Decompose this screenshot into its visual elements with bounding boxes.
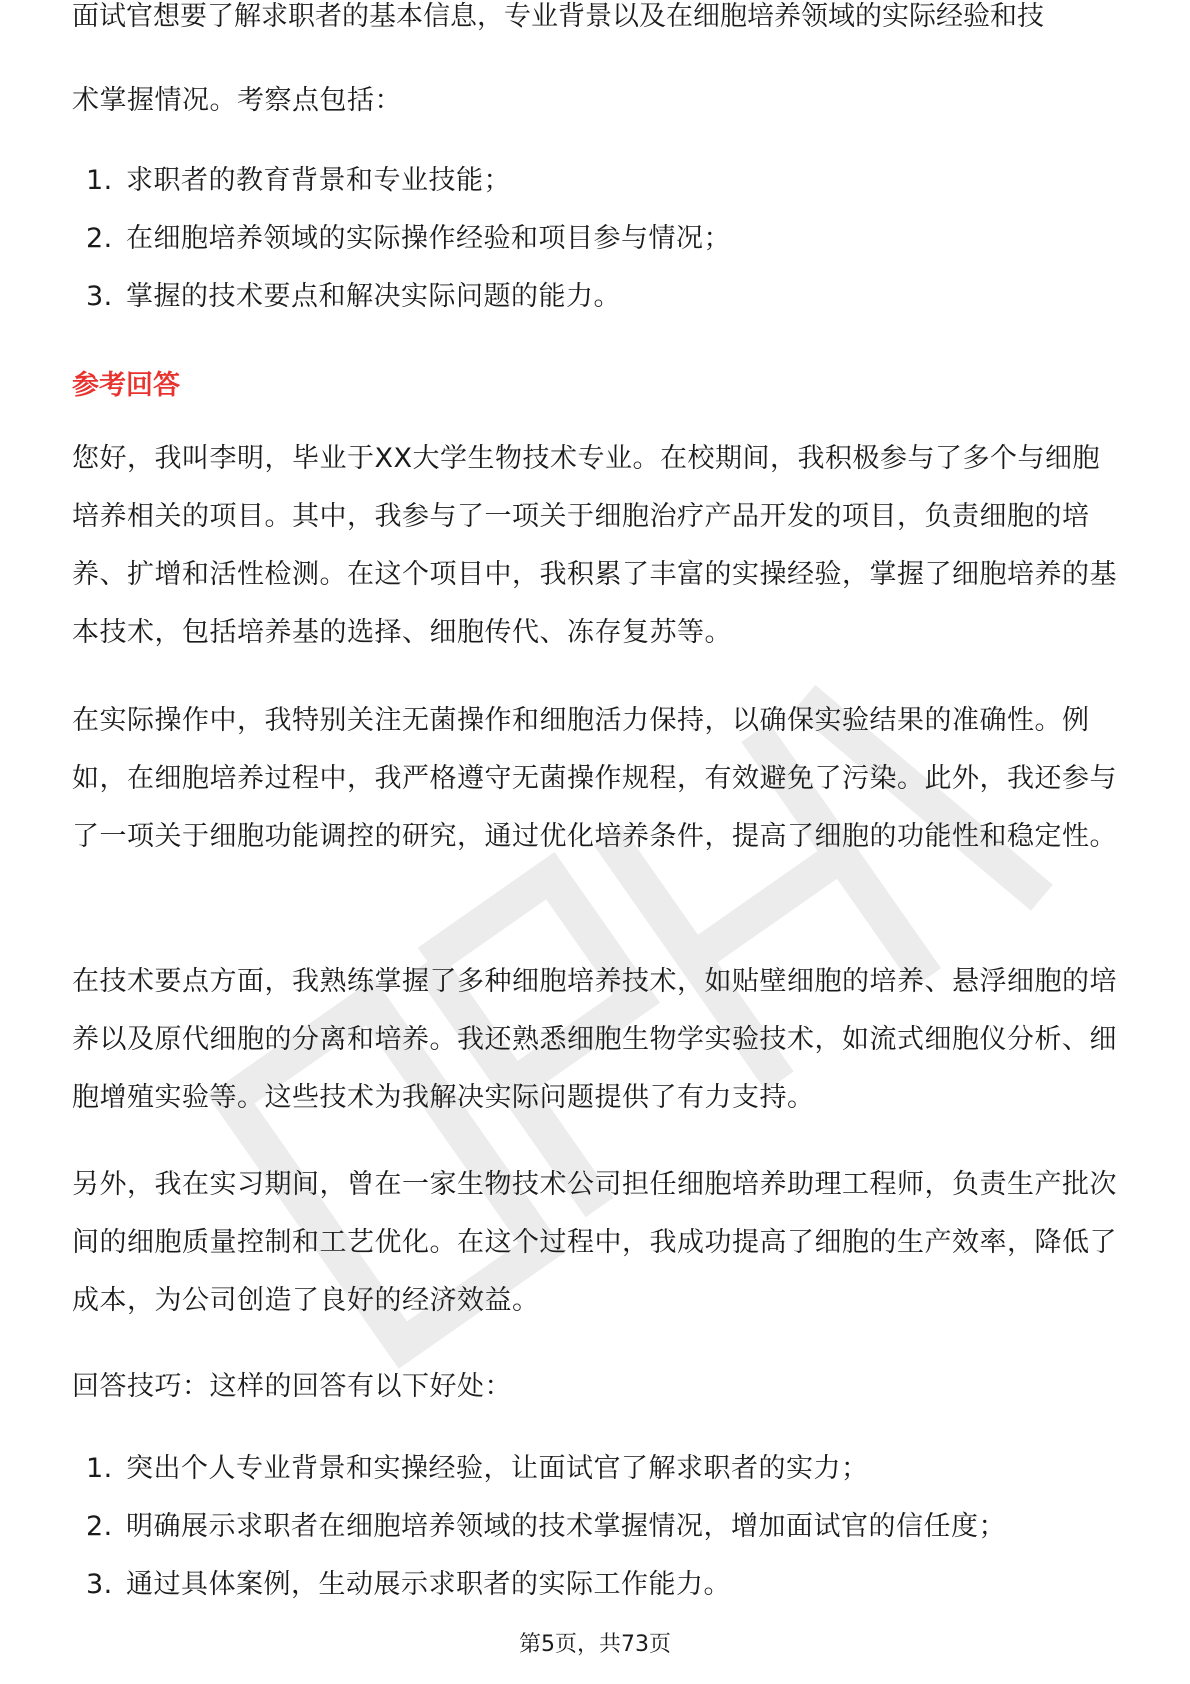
list-item-text: 通过具体案例，生动展示求职者的实际工作能力。 — [126, 1569, 731, 1600]
focus-points-list — [72, 152, 1122, 326]
list-number: 3. — [86, 281, 113, 312]
answer-paragraph-2: 在实际操作中，我特别关注无菌操作和细胞活力保持，以确保实验结果的准确性。例如，在细胞培养过程中，我严格遵守无菌操作规程，有效避免了污染。此外，我还参与了一项关于细胞功能调控的研究，通过优化培养条件，提高了细胞的功能性和稳定性。 — [72, 705, 1117, 852]
list-number: 2. — [86, 223, 113, 254]
list-item-text: 明确展示求职者在细胞培养领域的技术掌握情况，增加面试官的信任度； — [126, 1511, 1006, 1542]
answer-paragraph-1: 您好，我叫李明，毕业于XX大学生物技术专业。在校期间，我积极参与了多个与细胞培养相关的项目。其中，我参与了一项关于细胞治疗产品开发的项目，负责细胞的培养、扩增和活性检测。在这个项目中，我积累了丰富的实操经验，掌握了细胞培养的基本技术，包括培养基的选择、细胞传代、冻存复苏等。 — [72, 443, 1117, 648]
answer-paragraph-3: 在技术要点方面，我熟练掌握了多种细胞培养技术，如贴壁细胞的培养、悬浮细胞的培养以及原代细胞的分离和培养。我还熟悉细胞生物学实验技术，如流式细胞仪分析、细胞增殖实验等。这些技术为我解决实际问题提供了有力支持。 — [72, 966, 1117, 1113]
intro-line: 术掌握情况。考察点包括： — [72, 85, 402, 116]
list-item — [72, 152, 1122, 210]
list-item-text: 掌握的技术要点和解决实际问题的能力。 — [126, 281, 621, 312]
list-number: 2. — [86, 1511, 113, 1542]
list-item-text: 突出个人专业背景和实操经验，让面试官了解求职者的实力； — [126, 1453, 869, 1484]
answer-heading: 参考回答 — [72, 370, 180, 401]
partial-text-line: 面试官想要了解求职者的基本信息，专业背景以及在细胞培养领域的实际经验和技 — [72, 1, 1044, 32]
list-number: 3. — [86, 1569, 113, 1600]
list-item — [72, 268, 1122, 326]
answer-paragraph-4: 另外，我在实习期间，曾在一家生物技术公司担任细胞培养助理工程师，负责生产批次间的细胞质量控制和工艺优化。在这个过程中，我成功提高了细胞的生产效率，降低了成本，为公司创造了良好的经济效益。 — [72, 1169, 1117, 1316]
list-item — [72, 1498, 1122, 1556]
list-item — [72, 1556, 1122, 1614]
tips-intro: 回答技巧：这样的回答有以下好处： — [72, 1371, 512, 1402]
tips-list — [72, 1440, 1122, 1614]
list-number: 1. — [86, 1453, 113, 1484]
page-footer: 第5页，共73页 — [519, 1632, 671, 1657]
list-item-text: 求职者的教育背景和专业技能； — [126, 165, 511, 196]
list-number: 1. — [86, 165, 113, 196]
list-item — [72, 1440, 1122, 1498]
list-item-text: 在细胞培养领域的实际操作经验和项目参与情况； — [126, 223, 731, 254]
list-item — [72, 210, 1122, 268]
